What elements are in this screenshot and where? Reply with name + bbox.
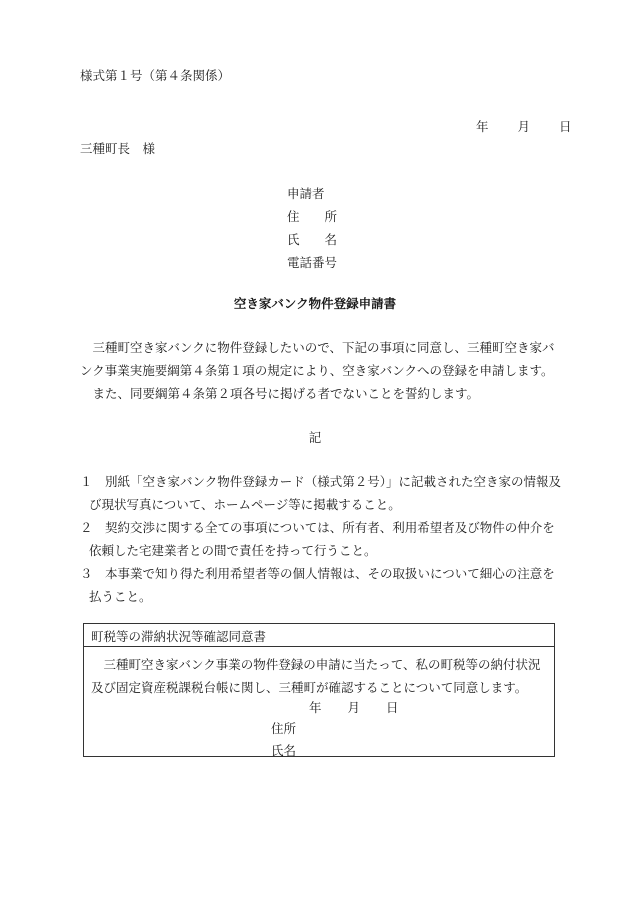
consent-date-year: 年 <box>309 700 322 715</box>
body-paragraph-line: また、同要綱第４条第２項各号に掲げる者でないことを誓約します。 <box>80 386 480 401</box>
consent-date-month: 月 <box>347 700 361 715</box>
applicant-name-label: 氏 名 <box>287 232 338 247</box>
consent-title: 町税等の滞納状況等確認同意書 <box>91 629 267 644</box>
document-title: 空き家バンク物件登録申請書 <box>233 296 397 311</box>
consent-address-label: 住所 <box>271 721 297 736</box>
form-number: 様式第１号（第４条関係） <box>80 68 231 83</box>
date-day: 日 <box>559 119 572 134</box>
item-2-continued: 依頼した宅建業者との間で責任を持って行うこと。 <box>89 543 377 558</box>
item-1 <box>80 472 561 490</box>
recipient: 三種町長 様 <box>80 141 156 156</box>
item-3 <box>80 564 555 582</box>
item-2 <box>80 518 555 536</box>
body-paragraph-line: ンク事業実施要綱第４条第１項の規定により、空き家バンクへの登録を申請します。 <box>80 363 554 378</box>
item-number: ２ <box>80 520 93 535</box>
item-text: 本事業で知り得た利用希望者等の個人情報は、その取扱いについて細心の注意を <box>105 566 555 581</box>
consent-date-line <box>309 698 399 716</box>
item-text: 契約交渉に関する全ての事項については、所有者、利用希望者及び物件の仲介を <box>105 520 555 535</box>
applicant-address-label: 住 所 <box>287 209 338 224</box>
body-paragraph-line: 三種町空き家バンクに物件登録したいので、下記の事項に同意し、三種町空き家バ <box>80 340 555 355</box>
applicant-phone-label: 電話番号 <box>287 255 338 270</box>
consent-text-line: 及び固定資産税課税台帳に関し、三種町が確認することについて同意します。 <box>91 680 528 695</box>
item-number: ３ <box>80 566 93 581</box>
consent-date-day: 日 <box>386 700 399 715</box>
item-text: 別紙「空き家バンク物件登録カード（様式第２号）」に記載された空き家の情報及 <box>105 474 562 489</box>
date-year: 年 <box>476 119 489 134</box>
record-heading: 記 <box>308 430 322 445</box>
applicant-label: 申請者 <box>287 186 325 201</box>
date-month: 月 <box>517 119 531 134</box>
item-1-continued: び現状写真について、ホームページ等に掲載すること。 <box>89 497 401 512</box>
date-line <box>476 117 572 135</box>
consent-text-line: 三種町空き家バンク事業の物件登録の申請に当たって、私の町税等の納付状況 <box>91 657 541 672</box>
consent-name-label: 氏名 <box>271 743 297 758</box>
item-number: １ <box>80 474 93 489</box>
item-3-continued: 払うこと。 <box>89 589 152 604</box>
consent-title-row <box>84 624 554 647</box>
consent-form-box <box>83 623 555 757</box>
